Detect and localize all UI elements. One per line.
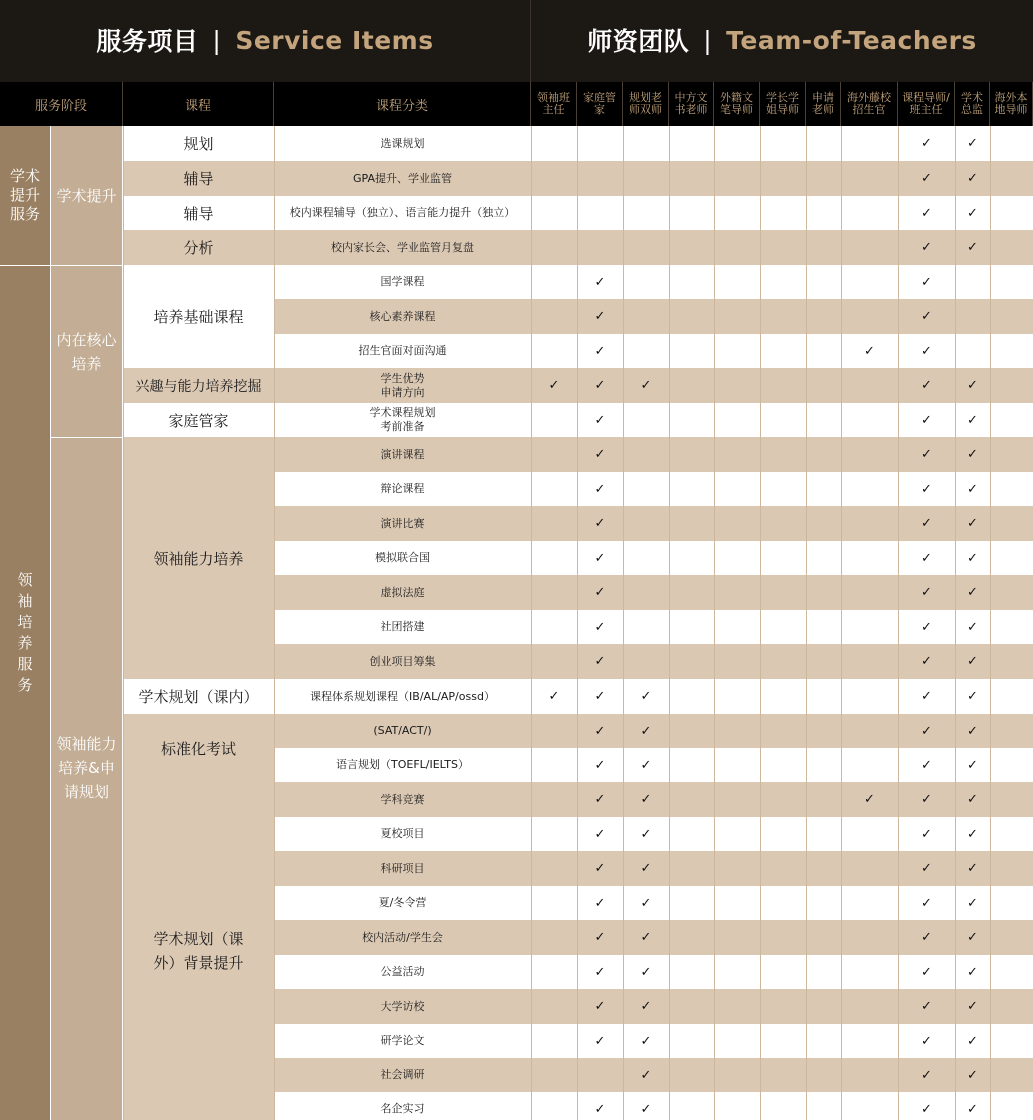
check-mark: ✓ (921, 999, 932, 1014)
grid-line (531, 126, 532, 1120)
substage-cell (51, 265, 123, 437)
stage-cell (0, 265, 51, 1120)
check-mark: ✓ (921, 895, 932, 911)
category-cell: 学科竞赛 (380, 792, 425, 806)
header-course: 课程 (123, 82, 274, 126)
grid-line (955, 126, 956, 1120)
header-category: 课程分类 (274, 82, 531, 126)
grid-line (669, 126, 670, 1120)
check-mark: ✓ (921, 274, 932, 290)
category-cell: 社团搭建 (380, 620, 425, 633)
service-items-en: Service Items (235, 25, 434, 55)
check-mark: ✓ (594, 895, 606, 911)
check-mark: ✓ (967, 861, 978, 876)
category-cell: (SAT/ACT/) (373, 724, 432, 737)
check-mark: ✓ (921, 723, 932, 739)
category-cell: 课程体系规划课程（IB/AL/AP/ossd） (310, 689, 495, 703)
check-mark: ✓ (594, 447, 606, 462)
header-teacher: 规划老师双师 (623, 82, 669, 126)
check-mark: ✓ (967, 481, 978, 497)
teachers-title (531, 0, 1033, 80)
check-mark: ✓ (594, 757, 606, 773)
check-mark: ✓ (967, 930, 978, 945)
grid-line (990, 126, 991, 1120)
substage-cell (51, 126, 123, 265)
grid-line (714, 126, 715, 1120)
header-teacher: 家庭管家 (577, 82, 623, 126)
category-cell: 校内家长会、学业监管月复盘 (331, 240, 474, 254)
course-cell: 家庭管家 (123, 403, 274, 437)
check-mark: ✓ (594, 550, 606, 566)
check-mark: ✓ (594, 964, 606, 980)
teachers-en: Team-of-Teachers (726, 25, 977, 55)
teachers-separator: | (703, 25, 713, 55)
category-cell: 虚拟法庭 (380, 585, 425, 599)
table-header (0, 82, 1033, 126)
check-mark: ✓ (921, 792, 932, 807)
category-cell: 夏/冬令营 (378, 896, 427, 909)
check-mark: ✓ (640, 1067, 652, 1083)
check-mark: ✓ (967, 447, 978, 462)
category-cell: 科研项目 (380, 861, 425, 875)
stage-cell (0, 126, 51, 265)
check-mark: ✓ (921, 205, 932, 221)
check-mark: ✓ (594, 999, 606, 1014)
check-mark: ✓ (594, 654, 606, 669)
check-mark: ✓ (921, 964, 932, 980)
banner (0, 0, 1033, 82)
check-mark: ✓ (640, 1033, 652, 1049)
check-mark: ✓ (921, 1067, 932, 1083)
course-cell: 辅导 (123, 161, 274, 196)
check-mark: ✓ (967, 964, 978, 980)
check-mark: ✓ (594, 861, 606, 876)
check-mark: ✓ (548, 689, 560, 704)
header-teacher: 领袖班主任 (531, 82, 577, 126)
check-mark: ✓ (640, 723, 652, 739)
stage-label: 领袖培养服务 (17, 571, 33, 694)
check-mark: ✓ (921, 481, 932, 497)
check-mark: ✓ (594, 343, 606, 359)
category-cell: 夏校项目 (380, 827, 425, 840)
category-cell: 演讲课程 (380, 447, 425, 461)
check-mark: ✓ (967, 723, 978, 739)
category-cell: 选课规划 (380, 136, 425, 150)
substage-label: 内在核心培养 (56, 330, 117, 373)
course-cell: 规划 (123, 126, 274, 161)
check-mark: ✓ (921, 689, 932, 704)
check-mark: ✓ (921, 378, 932, 393)
table-body (0, 126, 1033, 1120)
check-mark: ✓ (594, 1101, 606, 1117)
header-teacher: 海外藤校招生官 (841, 82, 898, 126)
grid-line (577, 126, 578, 1120)
check-mark: ✓ (640, 861, 652, 876)
check-mark: ✓ (640, 999, 652, 1014)
check-mark: ✓ (967, 136, 978, 151)
check-mark: ✓ (594, 930, 606, 945)
grid-line (760, 126, 761, 1120)
grid-line (806, 126, 807, 1120)
category-cell: 学生优势 申请方向 (380, 371, 425, 399)
check-mark: ✓ (594, 481, 606, 497)
check-mark: ✓ (921, 240, 932, 255)
check-mark: ✓ (640, 378, 652, 393)
category-cell: 辩论课程 (380, 482, 425, 495)
check-mark: ✓ (921, 585, 932, 600)
check-mark: ✓ (967, 1067, 978, 1083)
check-mark: ✓ (921, 412, 932, 428)
check-mark: ✓ (921, 826, 932, 842)
check-mark: ✓ (594, 516, 606, 531)
check-mark: ✓ (967, 550, 978, 566)
check-mark: ✓ (921, 136, 932, 151)
header-teacher: 中方文书老师 (669, 82, 714, 126)
check-mark: ✓ (594, 792, 606, 807)
course-cell: 兴趣与能力培养挖掘 (123, 368, 274, 403)
check-mark: ✓ (967, 895, 978, 911)
check-mark: ✓ (864, 792, 875, 807)
check-mark: ✓ (921, 861, 932, 876)
check-mark: ✓ (967, 171, 978, 186)
check-mark: ✓ (594, 619, 606, 635)
check-mark: ✓ (640, 1101, 652, 1117)
check-mark: ✓ (921, 309, 932, 324)
course-left-border (123, 126, 124, 1120)
header-teacher: 外籍文笔导师 (714, 82, 760, 126)
stage-label: 学术提升服务 (9, 167, 40, 223)
course-cell: 学术规划（课内） (123, 679, 274, 714)
check-mark: ✓ (640, 930, 652, 945)
category-cell: 名企实习 (380, 1102, 425, 1115)
service-items-title (0, 0, 530, 80)
course-cell: 标准化考试 (123, 714, 274, 782)
check-mark: ✓ (640, 964, 652, 980)
check-mark: ✓ (864, 343, 875, 359)
category-cell: 语言规划（TOEFL/IELTS） (336, 758, 469, 771)
check-mark: ✓ (967, 585, 978, 600)
check-mark: ✓ (640, 792, 652, 807)
category-cell: 社会调研 (380, 1068, 425, 1081)
category-cell: 模拟联合国 (375, 551, 430, 564)
category-cell: 公益活动 (380, 965, 425, 978)
check-mark: ✓ (921, 447, 932, 462)
check-mark: ✓ (594, 1033, 606, 1049)
check-mark: ✓ (967, 1033, 978, 1049)
check-mark: ✓ (921, 516, 932, 531)
check-mark: ✓ (921, 619, 932, 635)
course-cell: 学术规划（课外）背景提升 (123, 782, 274, 1120)
check-mark: ✓ (594, 274, 606, 290)
check-mark: ✓ (921, 1101, 932, 1117)
check-mark: ✓ (640, 895, 652, 911)
check-mark: ✓ (967, 205, 978, 221)
check-mark: ✓ (594, 585, 606, 600)
check-mark: ✓ (967, 792, 978, 807)
check-mark: ✓ (548, 378, 560, 393)
check-mark: ✓ (921, 930, 932, 945)
grid-line (898, 126, 899, 1120)
check-mark: ✓ (640, 826, 652, 842)
substage-cell (51, 437, 123, 1120)
header-stage: 服务阶段 (0, 82, 123, 126)
category-cell: 演讲比赛 (380, 516, 425, 530)
header-teacher: 学长学姐导师 (760, 82, 806, 126)
check-mark: ✓ (921, 343, 932, 359)
header-teacher: 申请老师 (806, 82, 841, 126)
category-cell: 校内课程辅导（独立）、语言能力提升（独立） (289, 206, 516, 219)
course-cell: 领袖能力培养 (123, 437, 274, 679)
header-teacher: 课程导师/班主任 (898, 82, 955, 126)
category-cell: 招生官面对面沟通 (358, 344, 447, 357)
course-cell: 分析 (123, 230, 274, 265)
check-mark: ✓ (967, 516, 978, 531)
check-mark: ✓ (967, 412, 978, 428)
check-mark: ✓ (967, 378, 978, 393)
check-mark: ✓ (594, 723, 606, 739)
check-mark: ✓ (967, 826, 978, 842)
category-cell: 校内活动/学生会 (362, 930, 443, 944)
category-cell: 大学访校 (380, 999, 425, 1013)
grid-line (274, 126, 275, 1120)
category-cell: 学术课程规划 考前准备 (369, 406, 436, 433)
header-teacher: 学术总监 (955, 82, 990, 126)
grid-line (841, 126, 842, 1120)
service-items-cn: 服务项目 (96, 27, 199, 56)
check-mark: ✓ (594, 689, 606, 704)
category-cell: GPA提升、学业监管 (353, 171, 452, 185)
course-cell: 培养基础课程 (123, 265, 274, 368)
check-mark: ✓ (921, 550, 932, 566)
check-mark: ✓ (640, 689, 652, 704)
check-mark: ✓ (594, 826, 606, 842)
substage-label: 领袖能力培养&申请规划 (56, 735, 117, 801)
course-cell: 辅导 (123, 196, 274, 230)
check-mark: ✓ (594, 412, 606, 428)
header-teacher: 海外本地导师 (990, 82, 1033, 126)
check-mark: ✓ (967, 654, 978, 669)
check-mark: ✓ (594, 378, 606, 393)
teachers-cn: 师资团队 (587, 27, 690, 56)
check-mark: ✓ (921, 171, 932, 186)
check-mark: ✓ (640, 757, 652, 773)
category-cell: 核心素养课程 (369, 309, 436, 323)
category-cell: 创业项目筹集 (369, 654, 436, 668)
check-mark: ✓ (921, 757, 932, 773)
check-mark: ✓ (921, 1033, 932, 1049)
check-mark: ✓ (921, 654, 932, 669)
check-mark: ✓ (967, 619, 978, 635)
grid-line (623, 126, 624, 1120)
category-cell: 国学课程 (380, 275, 425, 288)
service-items-separator: | (212, 25, 222, 55)
check-mark: ✓ (967, 1101, 978, 1117)
check-mark: ✓ (967, 689, 978, 704)
check-mark: ✓ (594, 309, 606, 324)
check-mark: ✓ (967, 240, 978, 255)
substage-label: 学术提升 (56, 186, 117, 205)
check-mark: ✓ (967, 757, 978, 773)
category-cell: 研学论文 (380, 1034, 425, 1047)
check-mark: ✓ (967, 999, 978, 1014)
